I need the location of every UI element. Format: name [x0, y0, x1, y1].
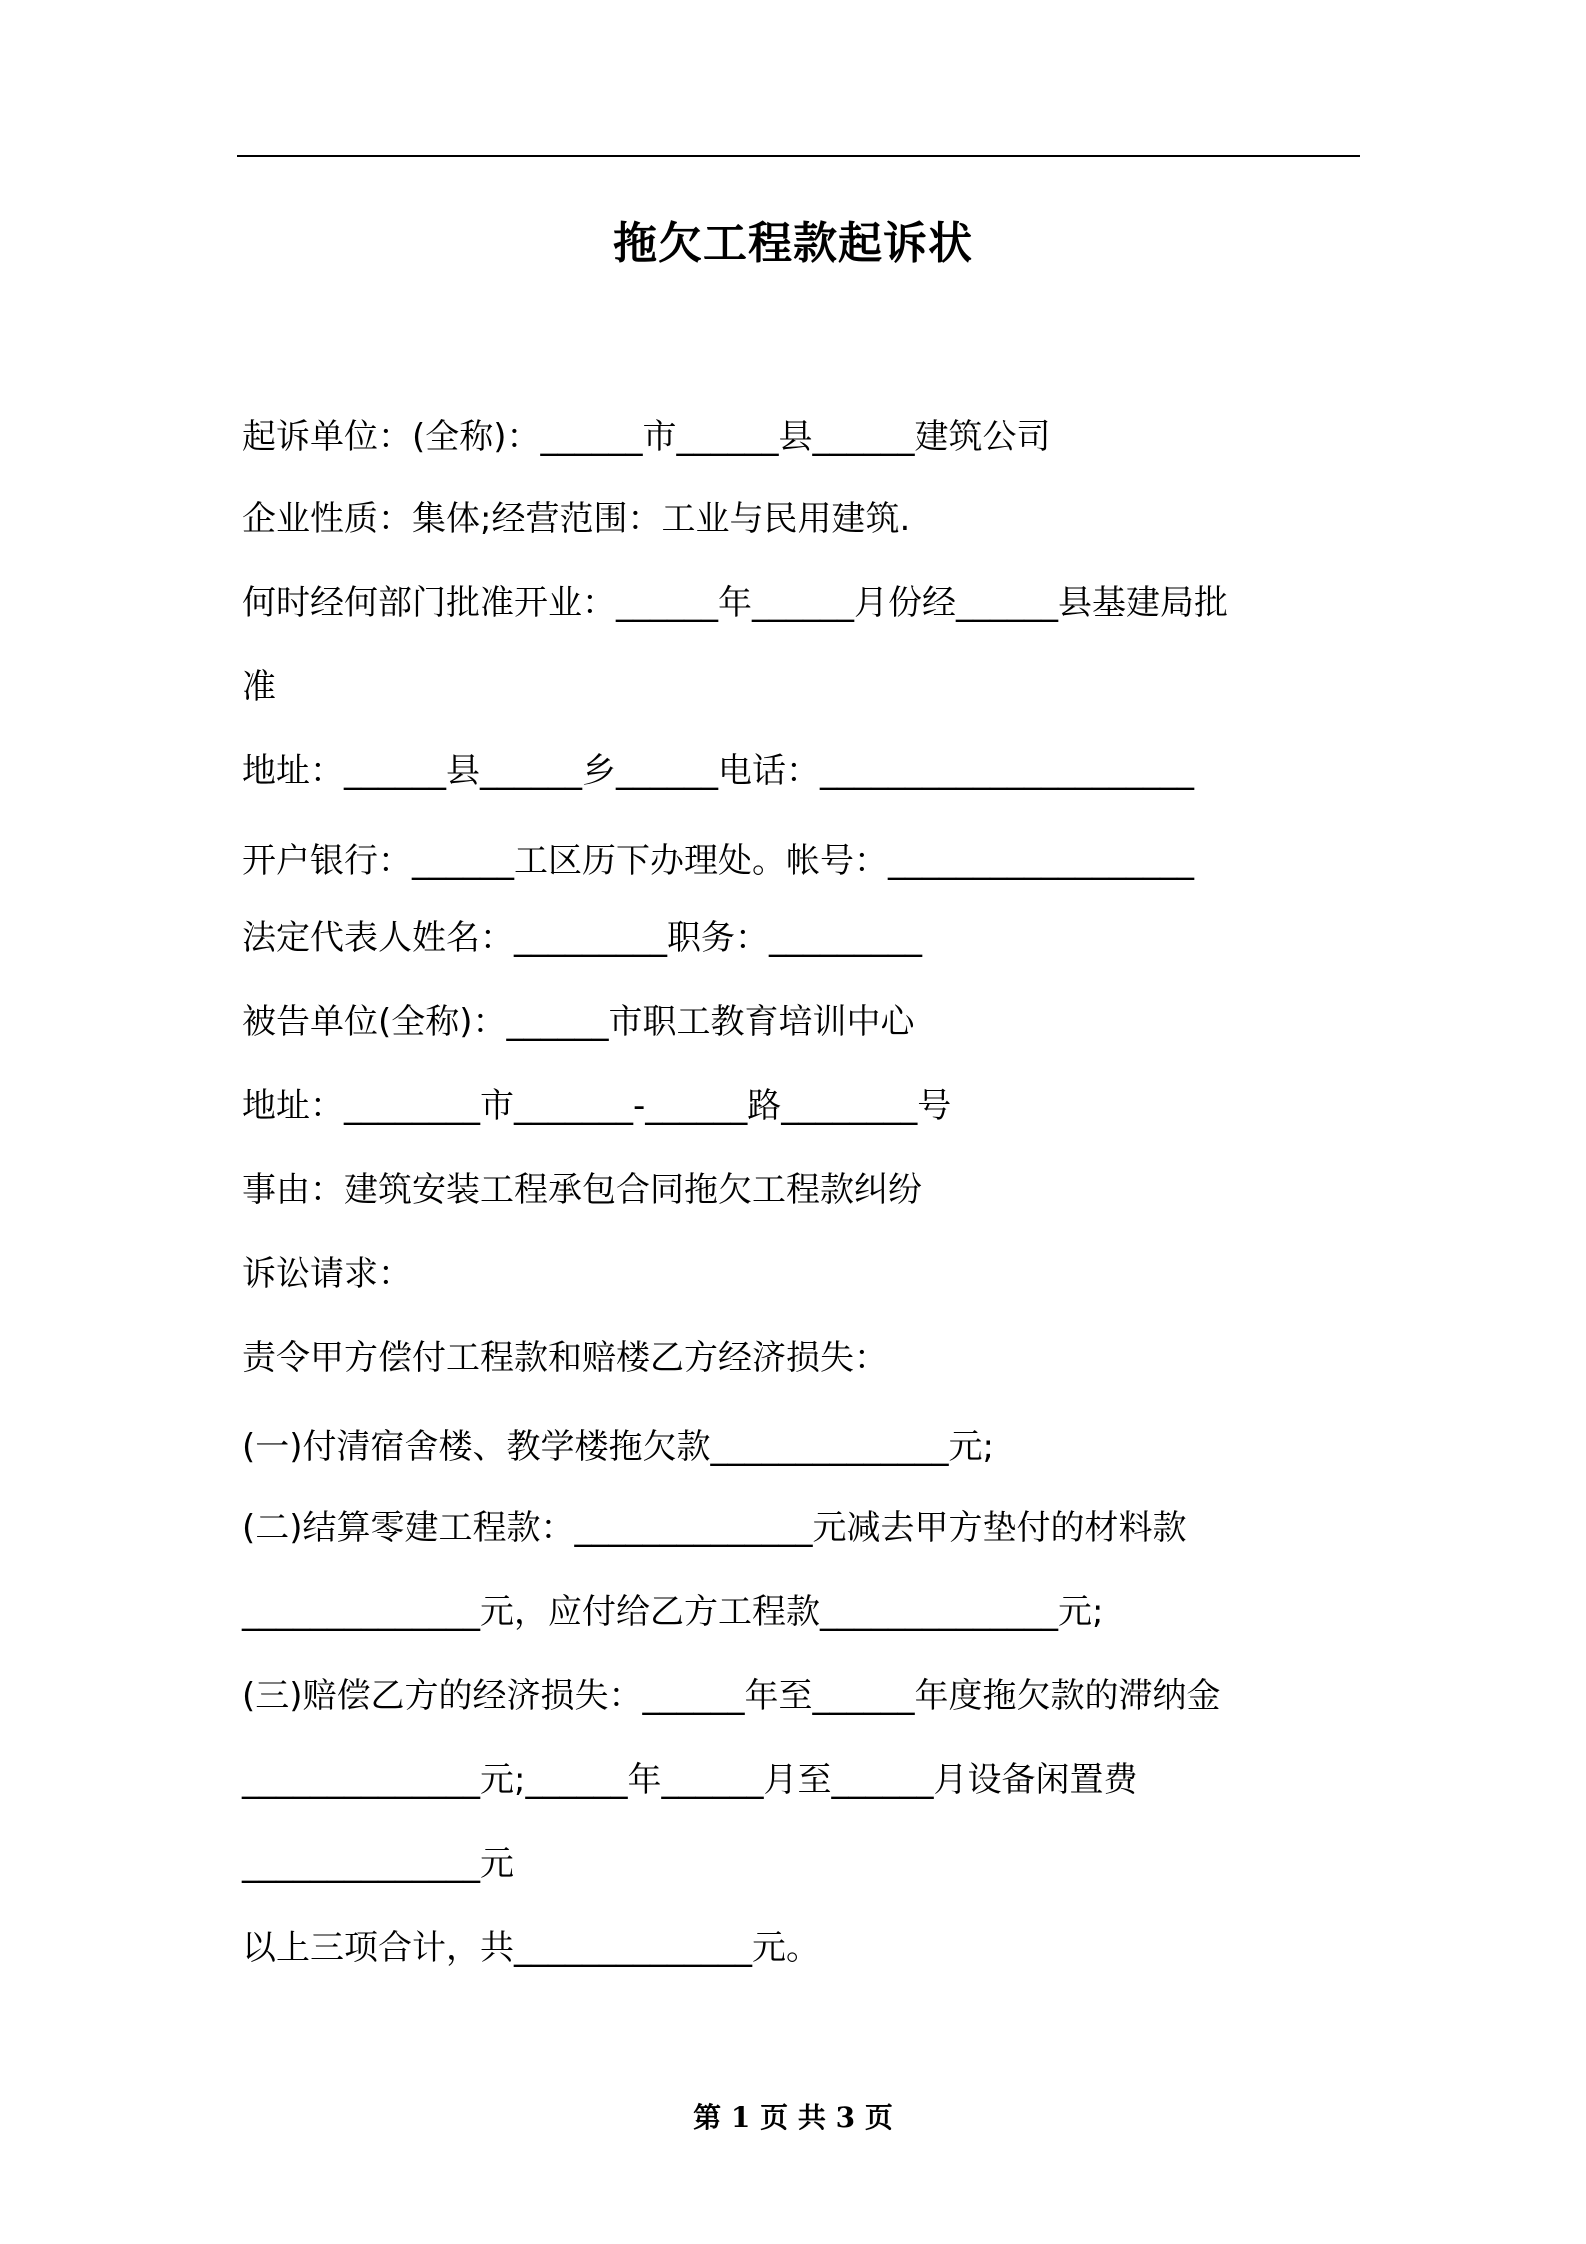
claim-item-2: (二)结算零建工程款：______________元减去甲方垫付的材料款 — [242, 1508, 1187, 1548]
bank-account-line: 开户银行：______工区历下办理处。帐号：__________________ — [242, 841, 1194, 881]
document-title: 拖欠工程款起诉状 — [613, 218, 973, 269]
claims-intro-line: 责令甲方偿付工程款和赔楼乙方经济损失： — [242, 1338, 888, 1378]
legal-representative-line: 法定代表人姓名：_________职务：_________ — [242, 918, 922, 958]
claim-item-1: (一)付清宿舍楼、教学楼拖欠款______________元; — [242, 1427, 994, 1467]
claim-item-3-continued: ______________元;______年______月至______月设备闲置费 — [242, 1760, 1138, 1800]
plaintiff-line: 起诉单位：(全称)：______市______县______建筑公司 — [242, 417, 1051, 457]
claims-heading: 诉讼请求： — [242, 1254, 412, 1294]
approval-line-continued: 准 — [242, 667, 276, 707]
claim-item-3: (三)赔偿乙方的经济损失：______年至______年度拖欠款的滞纳金 — [242, 1676, 1221, 1716]
claim-item-2-continued: ______________元，应付给乙方工程款______________元; — [242, 1592, 1104, 1632]
cause-line: 事由：建筑安装工程承包合同拖欠工程款纠纷 — [242, 1170, 922, 1210]
enterprise-nature-line: 企业性质：集体;经营范围：工业与民用建筑. — [242, 499, 911, 539]
claim-item-3-continued-2: ______________元 — [242, 1844, 514, 1884]
header-rule — [237, 155, 1360, 157]
defendant-address-line: 地址：________市_______-______路________号 — [242, 1086, 952, 1126]
approval-line: 何时经何部门批准开业：______年______月份经______县基建局批 — [242, 583, 1228, 623]
page-number: 第 1 页 共 3 页 — [693, 2101, 893, 2134]
defendant-line: 被告单位(全称)：______市职工教育培训中心 — [242, 1002, 915, 1042]
plaintiff-address-line: 地址：______县______乡______电话：______________________ — [242, 751, 1194, 791]
claims-total-line: 以上三项合计，共______________元。 — [242, 1928, 820, 1968]
